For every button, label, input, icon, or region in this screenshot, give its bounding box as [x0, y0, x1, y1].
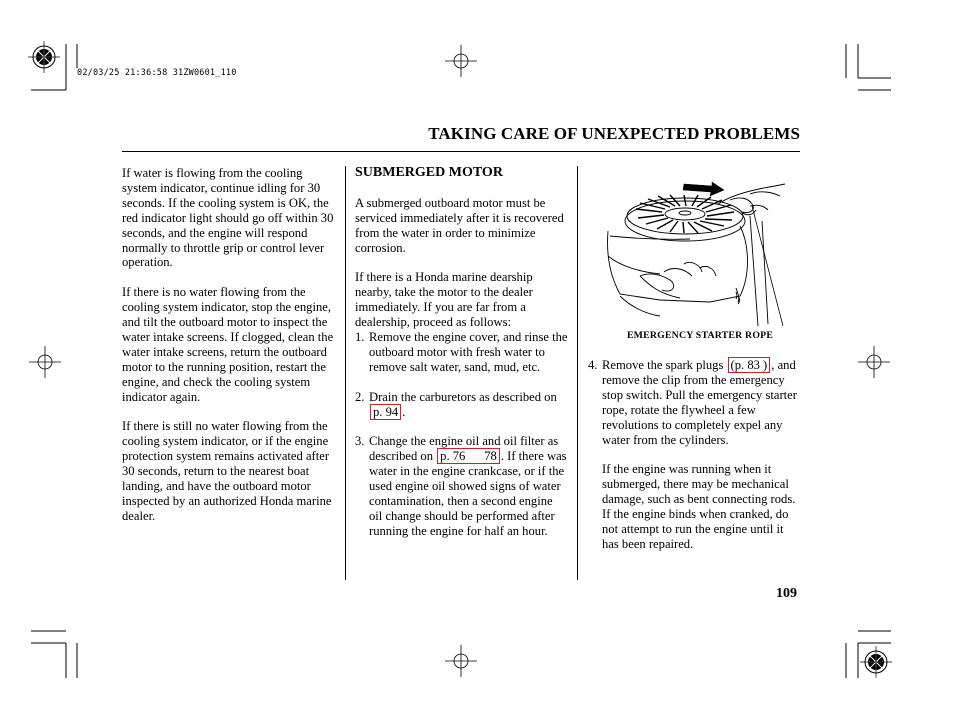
- column-right: [588, 358, 800, 552]
- step-text-part: .: [402, 404, 406, 419]
- step-text-part: , and remove the clip from the emergency stop switch. Pull the emergency starter rope, rotate the flywheel a few revolutions to completely expel any water from the cylinders.: [602, 358, 797, 447]
- paragraph: A submerged outboard motor must be serviced immediately after it is recovered from the water in order to minimize corrosion.: [355, 195, 564, 255]
- starburst-mark-top-left: [28, 41, 60, 73]
- page-reference-link[interactable]: p. 94: [370, 404, 401, 420]
- column-divider: [577, 166, 578, 580]
- page-reference-link[interactable]: p. 76 78: [437, 448, 500, 464]
- section-title: TAKING CARE OF UNEXPECTED PROBLEMS: [428, 124, 800, 143]
- starter-rope-illustration: [600, 176, 800, 326]
- step-number: 1.: [355, 330, 365, 345]
- step-number: 2.: [355, 389, 365, 404]
- paragraph: If water is flowing from the cooling system indicator, continue idling for 30 seconds. If the cooling system is OK, the red indicator light should go off within 30 seconds, and the engine will respond normally to throttle grip or control lever operation.: [122, 166, 334, 270]
- column-divider: [345, 166, 346, 580]
- step-text: Remove the engine cover, and rinse the outboard motor with fresh water to remove salt water, sand, mud, etc.: [369, 330, 568, 374]
- print-timestamp: 02/03/25 21:36:58 31ZW0601_110: [77, 68, 237, 78]
- list-item: [588, 358, 800, 447]
- step-text: [602, 358, 800, 447]
- paragraph: If the engine was running when it submerged, there may be mechanical damage, such as bent connecting rods. If the engine binds when cranked, do not attempt to run the engine until it has been repaired.: [602, 462, 796, 551]
- submerged-motor-heading: SUBMERGED MOTOR: [355, 165, 503, 180]
- step-number: 3.: [355, 434, 365, 449]
- step-text-part: Remove the spark plugs: [602, 358, 724, 372]
- page-number: 109: [776, 586, 797, 601]
- step-number: 4.: [588, 358, 598, 372]
- list-item: [588, 462, 800, 551]
- registration-target-top: [445, 45, 477, 77]
- list-item: [355, 390, 569, 420]
- column-left: [122, 166, 336, 524]
- column-middle: [355, 166, 569, 539]
- registration-target-left: [29, 346, 61, 378]
- step-text-part: Drain the carburetors as described on: [369, 389, 557, 404]
- step-text-part: Change the engine oil and oil filter as described on: [369, 434, 559, 464]
- title-rule: [122, 151, 800, 152]
- list-item: [355, 330, 569, 375]
- paragraph: If there is no water flowing from the cooling system indicator, stop the engine, and tilt the outboard motor to inspect the water intake screens. If clogged, clean the water intake screens, return the outboard motor to the running position, restart the engine, and check the cooling system indicator again.: [122, 285, 334, 404]
- registration-target-bottom: [445, 645, 477, 677]
- paragraph: If there is a Honda marine dearship nearby, take the motor to the dealer immediately. If you are far from a dealership, proceed as follows:: [355, 270, 533, 330]
- step-text: [369, 434, 569, 538]
- step-text-part: . If there was water in the engine crankcase, or if the used engine oil showed signs of water contamination, then a second engine oil change should be performed after running the engine for half an hour.: [369, 449, 567, 538]
- page-reference-link[interactable]: (p. 83 ): [728, 357, 771, 373]
- starburst-mark-bottom-right: [860, 646, 892, 678]
- list-item: [355, 434, 569, 538]
- paragraph: If there is still no water flowing from the cooling system indicator, or if the engine protection system remains activated after 30 seconds, return to the nearest boat landing, and have the outboard motor inspected by an authorized Honda marine dealer.: [122, 419, 332, 523]
- figure-caption: EMERGENCY STARTER ROPE: [626, 330, 774, 341]
- registration-target-right: [858, 346, 890, 378]
- step-text: [369, 390, 569, 420]
